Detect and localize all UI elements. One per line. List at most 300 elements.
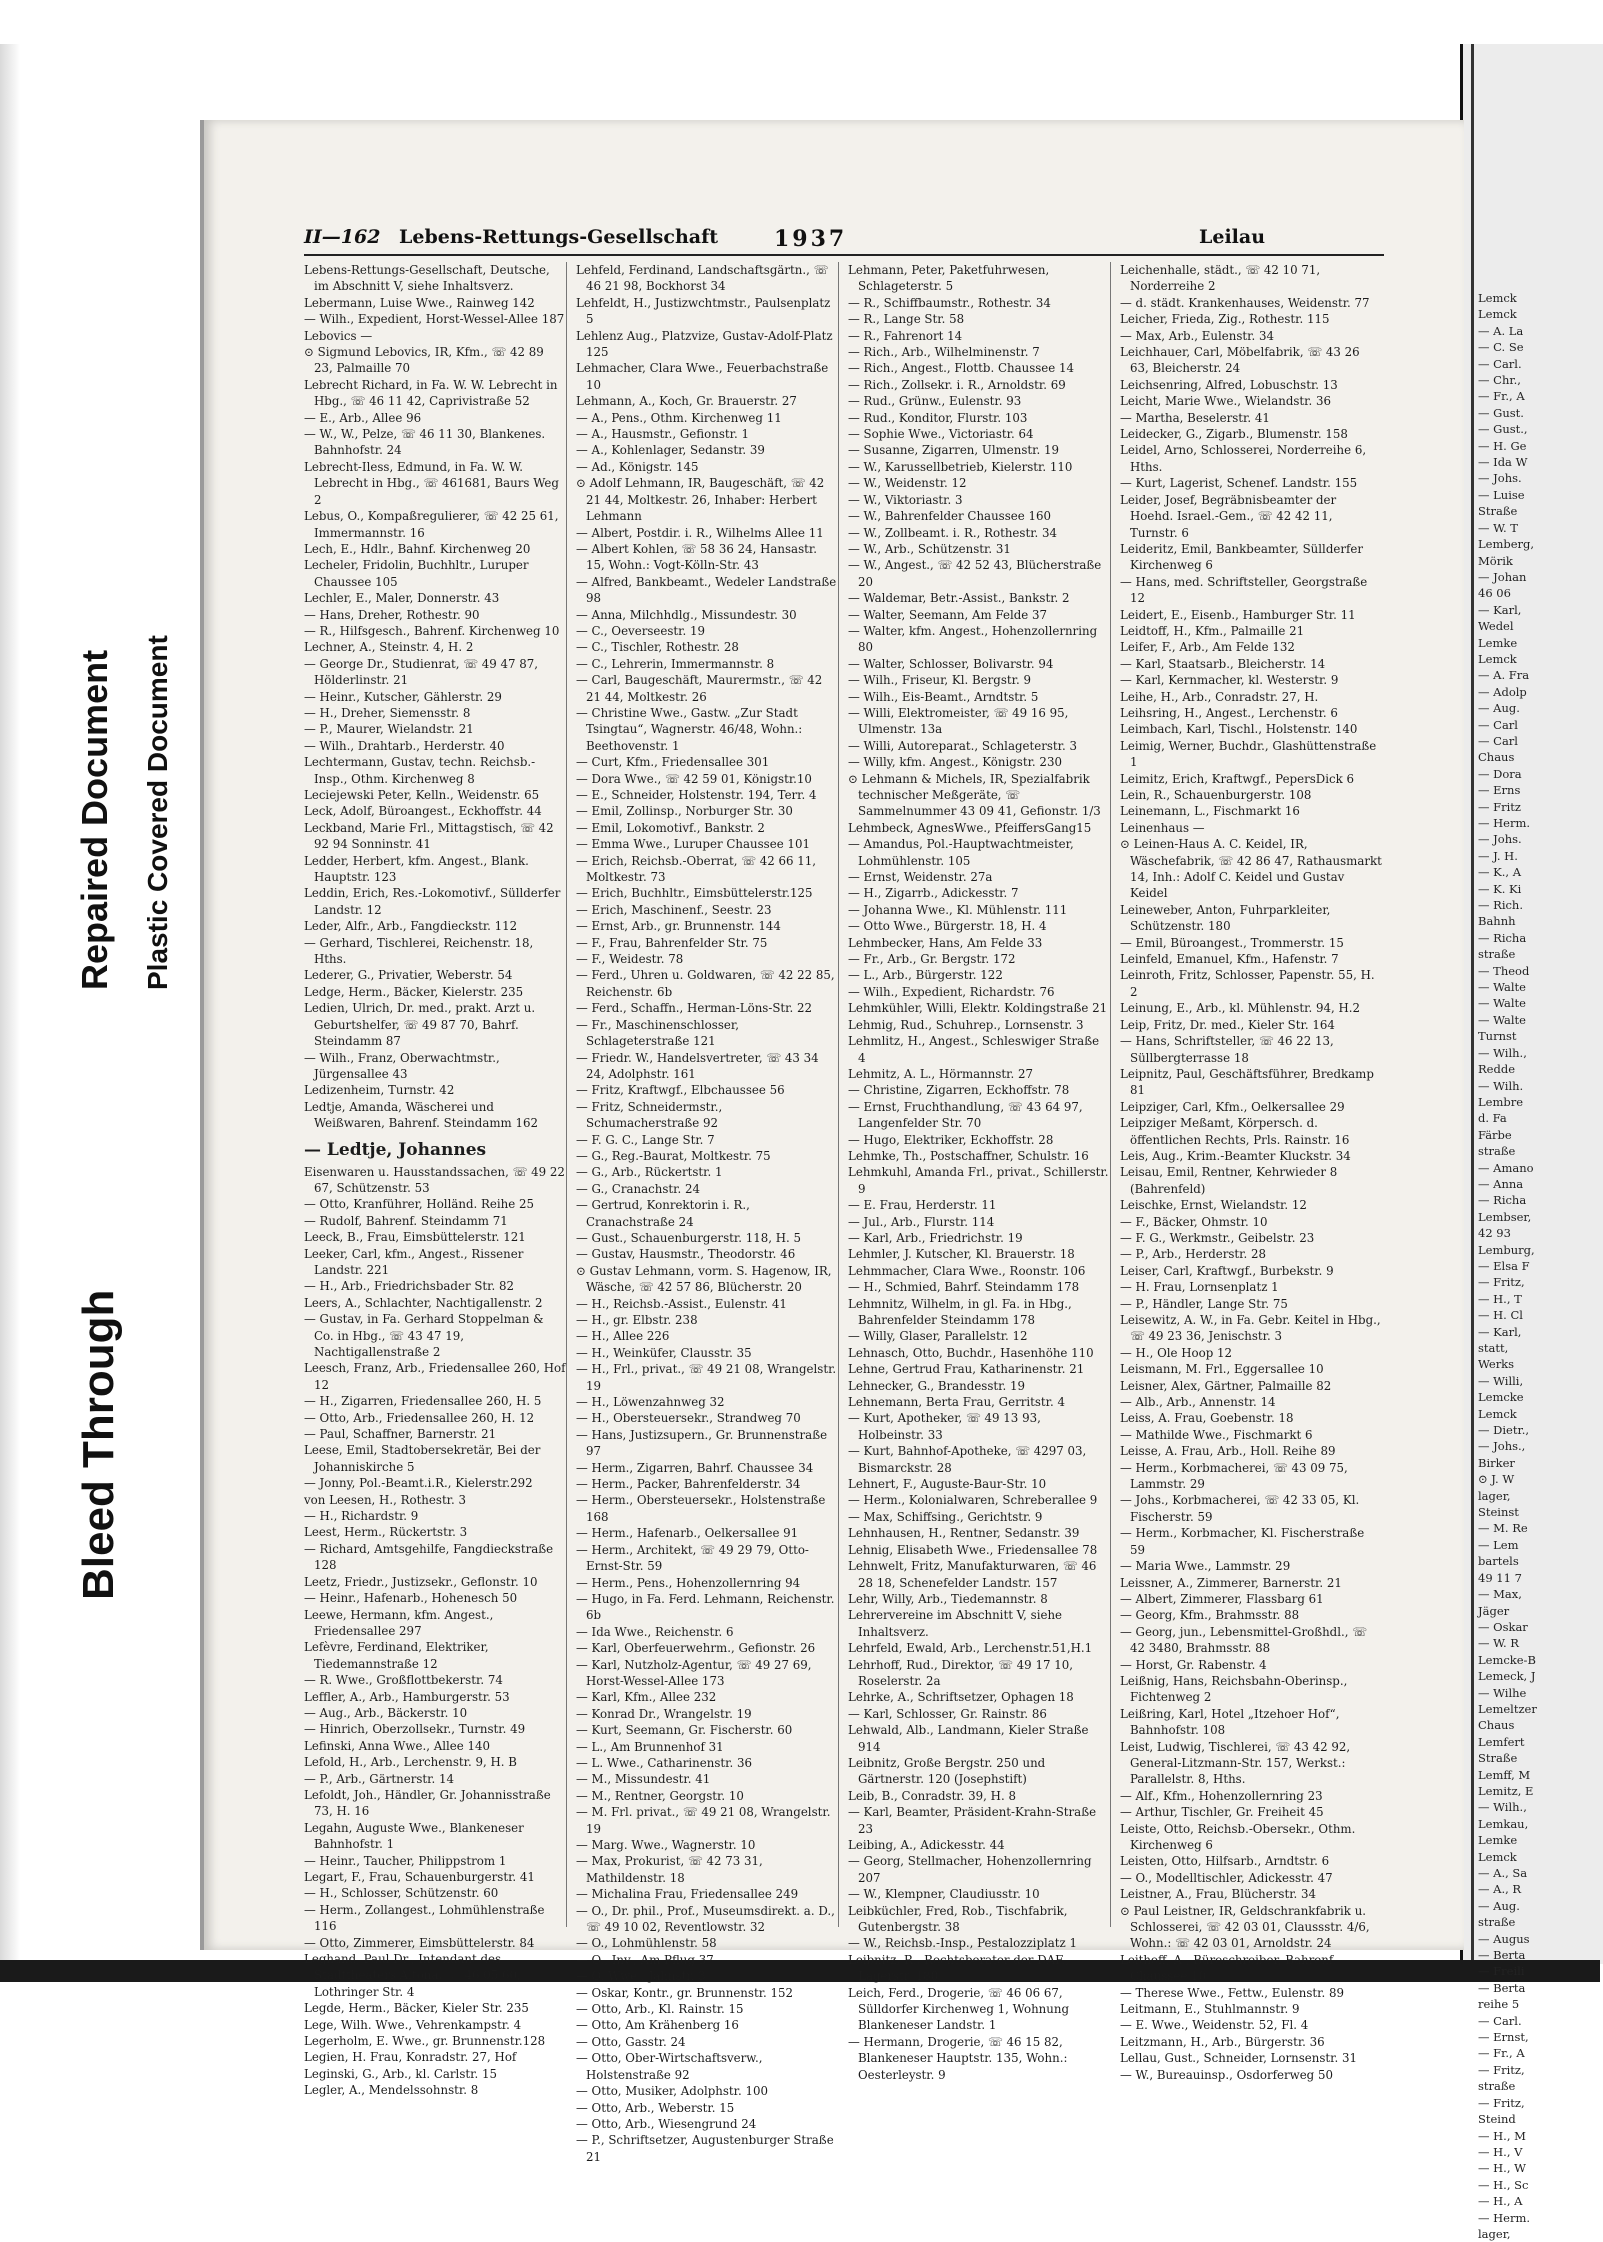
directory-entry: — W., Arb., Schützenstr. 31 [848,541,1011,556]
directory-entry: — W., Reichsb.-Insp., Pestalozziplatz 1 [848,1936,1078,1951]
bleed-line: — Herm. [1478,2210,1531,2225]
directory-entry: Lehmler, J. Kutscher, Kl. Brauerstr. 18 [848,1247,1075,1262]
bleed-line: Lemburg, [1478,1242,1535,1257]
directory-entry: — Susanne, Zigarren, Ulmenstr. 19 [848,443,1060,458]
directory-entry: Lehmmacher, Clara Wwe., Roonstr. 106 [848,1263,1086,1278]
bleed-line: — Rich. [1478,898,1523,913]
directory-entry: — Kurt, Lagerist, Schenef. Landstr. 155 [1120,476,1358,491]
directory-entry: Leich, Ferd., Drogerie, ☏ 46 06 67, Sülldorfer Kirchenweg 1, Wohnung Blankeneser Landstr. 1 [848,1985,1070,2033]
directory-page [200,120,1464,2164]
bleed-line: Chaus [1478,1718,1515,1733]
bleed-line: 46 06 [1478,586,1511,601]
bleed-line: — Anna [1478,1176,1524,1191]
directory-entry: — Herm., Korbmacherei, ☏ 43 09 75, Lammstr. 29 [1120,1460,1348,1492]
directory-entry: Leest, Herm., Rückertstr. 3 [304,1525,468,1540]
directory-entry: Legien, H. Frau, Konradstr. 27, Hof [304,2050,517,2065]
directory-entry: — Friedr. W., Handelsvertreter, ☏ 43 34 24, Adolphstr. 161 [576,1050,819,1081]
directory-entry: — Herm., Obersteuersekr., Holstenstraße 168 [576,1493,826,1524]
directory-entry: Lefèvre, Ferdinand, Elektriker, Tiedemannstraße 12 [304,1640,489,1671]
directory-entry: — Otto, Am Krähenberg 16 [576,2018,739,2033]
directory-entry: Leewe, Hermann, kfm. Angest., Friedensallee 297 [304,1607,494,1638]
directory-entry: — H., Obersteuersekr., Strandweg 70 [576,1411,801,1426]
directory-entry: Leitmann, E., Stuhlmannstr. 9 [1120,2002,1300,2017]
directory-entry: Leder, Alfr., Arb., Fangdieckstr. 112 [304,919,518,934]
directory-entry: Lehrhoff, Rud., Direktor, ☏ 49 17 10, Roselerstr. 2a [848,1657,1073,1688]
directory-entry: — Ad., Königstr. 145 [576,459,699,474]
directory-entry: — Amandus, Pol.-Hauptwachtmeister, Lohmühlenstr. 105 [848,837,1074,868]
directory-entry: Leis, Aug., Krim.-Beamter Kluckstr. 34 [1120,1148,1351,1163]
bleed-line: — Lem [1478,1537,1519,1552]
bleed-line: — Berta [1478,1980,1526,1995]
directory-entry: Lehmig, Rud., Schuhrep., Lornsenstr. 3 [848,1017,1084,1032]
bleed-line: — K. Ki [1478,881,1522,896]
bleed-line: Redde [1478,1062,1515,1077]
directory-entry: Leismann, M. Frl., Eggersallee 10 [1120,1362,1324,1377]
directory-entry: — Mathilde Wwe., Fischmarkt 6 [1120,1427,1313,1442]
directory-entry: Leicht, Marie Wwe., Wielandstr. 36 [1120,394,1332,409]
directory-entry: — R., Fahrenort 14 [848,328,963,343]
directory-entry: — Hugo, Elektriker, Eckhoffstr. 28 [848,1132,1054,1147]
directory-entry: — Otto, Gasstr. 24 [576,2034,686,2049]
directory-entry: — Fr., Maschinenschlosser, Schlageterstraße 121 [576,1017,739,1049]
directory-entry: — A., Hausmstr., Gefionstr. 1 [576,427,749,442]
directory-entry: — Willy, Glaser, Parallelstr. 12 [848,1329,1028,1344]
plastic-covered-label: Plastic Covered Document [142,635,173,990]
directory-entry: — Albert, Postdir. i. R., Wilhelms Allee 11 [576,525,824,540]
directory-entry: Leibküchler, Fred, Rob., Tischfabrik, Gutenbergstr. 38 [848,1903,1068,1935]
directory-entry: — Ernst, Arb., gr. Brunnenstr. 144 [576,919,781,934]
directory-entry: ⊙ Leinen-Haus A. C. Keidel, IR, Wäschefabrik, ☏ 42 86 47, Rathausmarkt 14, Inh.: Adolf C. Keidel und Gustav Keidel [1120,837,1382,901]
directory-entry: — P., Händler, Lange Str. 75 [1120,1296,1288,1311]
directory-entry: — Karl, Oberfeuerwehrm., Gefionstr. 26 [576,1641,816,1656]
bleed-through-label: Bleed Through [74,1289,123,1600]
bleed-line: — H., Sc [1478,2177,1529,2192]
directory-entry: Lehmacher, Clara Wwe., Feuerbachstraße 10 [576,361,829,392]
directory-entry: — O., Modelltischler, Adickesstr. 47 [1120,1870,1333,1885]
directory-entry: Lehnwelt, Fritz, Manufakturwaren, ☏ 46 28 18, Schenefelder Landstr. 157 [848,1559,1097,1590]
directory-entry: — Wilh., Friseur, Kl. Bergstr. 9 [848,673,1032,688]
directory-entry: — P., Maurer, Wielandstr. 21 [304,722,474,737]
directory-entry: Lechner, A., Steinstr. 4, H. 2 [304,640,474,655]
bleed-line: Lemck [1478,307,1517,322]
directory-entry: — Aug., Arb., Bäckerstr. 10 [304,1705,468,1720]
directory-entry: Lefinski, Anna Wwe., Allee 140 [304,1738,491,1753]
directory-entry: Leinung, E., Arb., kl. Mühlenstr. 94, H.2 [1120,1001,1360,1016]
directory-entry: — W., Bureauinsp., Osdorferweg 50 [1120,2067,1334,2082]
bleed-line: — Carl. [1478,356,1522,371]
directory-entry: Leichhauer, Carl, Möbelfabrik, ☏ 43 26 63, Bleicherstr. 24 [1120,345,1360,376]
directory-entry: Leipnitz, Paul, Geschäftsführer, Bredkamp 81 [1120,1066,1374,1098]
bleed-line: — Johs. [1478,832,1522,847]
directory-entry: — Hans, Schriftsteller, ☏ 46 22 13, Süllbergterrasse 18 [1120,1034,1334,1065]
adjacent-page-bleed-column [1460,290,1600,2241]
directory-entry: — Christine Wwe., Gastw. „Zur Stadt Tsingtau“, Wagnerstr. 46/48, Wohn.: Beethovenstr. 1 [576,705,803,753]
directory-entry: Leibnitz, Große Bergstr. 250 und Gärtnerstr. 120 (Josephstift) [848,1755,1046,1787]
bleed-line: Lemkau, [1478,1816,1529,1831]
directory-entry: — Arthur, Tischler, Gr. Freiheit 45 [1120,1805,1324,1820]
directory-column-3 [848,262,1111,2082]
directory-entry: Leeck, B., Frau, Eimsbüttelerstr. 121 [304,1230,526,1245]
bleed-line: straße [1478,947,1516,962]
bleed-line: — Willi, [1478,1373,1524,1388]
directory-entry: — Kurt, Seemann, Gr. Fischerstr. 60 [576,1723,793,1738]
directory-entry: — O., Inv., Am Pflug 37 [576,1952,714,1967]
directory-entry: — C., Lehrerin, Immermannstr. 8 [576,656,775,671]
directory-entry: — P., Schriftsetzer, Augustenburger Straße 21 [576,2133,834,2164]
directory-entry: — H., Löwenzahnweg 32 [576,1395,725,1410]
directory-entry: von Leesen, H., Rothestr. 3 [304,1492,467,1507]
bleed-line: — Fritz [1478,799,1521,814]
directory-entry: — L., Arb., Bürgerstr. 122 [848,968,1003,983]
directory-entry: — H., Ole Hoop 12 [1120,1345,1233,1360]
bleed-line: — Wilhe [1478,1685,1527,1700]
bleed-line: — W. R [1478,1636,1519,1651]
directory-entry: — H., Dreher, Siemensstr. 8 [304,705,471,720]
bleed-line: Steind [1478,2112,1516,2127]
bleed-line: Lemke [1478,635,1518,650]
directory-entry: — Max, Arb., Eulenstr. 34 [1120,328,1274,343]
directory-entry: — W., Karussellbetrieb, Kielerstr. 110 [848,459,1073,474]
directory-entry: — Otto, Arb., Weberstr. 15 [576,2100,735,2115]
directory-entry: — F. G. C., Lange Str. 7 [576,1132,715,1147]
directory-entry: Lehnecker, G., Brandesstr. 19 [848,1378,1025,1393]
bleed-line: — Fr., A [1478,2046,1525,2061]
directory-entry: Leinenhaus — [1120,820,1205,835]
directory-entry: — W., Klempner, Claudiusstr. 10 [848,1887,1040,1902]
bleed-line: — Max, [1478,1587,1522,1602]
directory-entry: — W., Weidenstr. 12 [848,476,967,491]
bleed-line: — Walte [1478,980,1526,995]
directory-entry: — E. Frau, Herderstr. 11 [848,1198,997,1213]
directory-entry: Ledien, Ulrich, Dr. med., prakt. Arzt u. Geburtshelfer, ☏ 49 87 70, Bahrf. Steindamm 87 [304,1001,536,1049]
bleed-line: Jäger [1478,1603,1510,1618]
directory-entry: Leiste, Otto, Reichsb.-Obersekr., Othm. Kirchenweg 6 [1120,1821,1356,1852]
directory-entry: — Gerhard, Tischlerei, Reichenstr. 18, Hths. [304,935,534,967]
directory-entry: — Maria Wwe., Lammstr. 29 [1120,1559,1291,1574]
directory-entry: — Hermann, Drogerie, ☏ 46 15 82, Blankeneser Hauptstr. 135, Wohn.: Oesterleystr. 9 [848,2034,1068,2082]
directory-entry: — Rudolf, Bahrenf. Steindamm 71 [304,1213,508,1228]
directory-entry: — Karl, Kfm., Allee 232 [576,1690,717,1705]
directory-entry: — Anna, Milchhdlg., Missundestr. 30 [576,607,797,622]
directory-entry: Lehmbeck, AgnesWwe., PfeiffersGang15 [848,820,1092,835]
directory-entry: — Georg, jun., Lebensmittel-Großhdl., ☏ 42 3480, Brahmsstr. 88 [1120,1624,1367,1656]
directory-entry: — Dora Wwe., ☏ 42 59 01, Königstr.10 [576,771,812,786]
directory-entry: Lein, R., Schauenburgerstr. 108 [1120,788,1312,802]
bleed-line: — H. Ge [1478,438,1527,453]
directory-entry: — Alb., Arb., Annenstr. 14 [1120,1395,1276,1410]
bleed-line: 42 93 [1478,1226,1511,1241]
directory-entry: — R., Schiffbaumstr., Rothestr. 34 [848,295,1051,310]
directory-entry: Leimitz, Erich, Kraftwgf., PepersDick 6 [1120,771,1355,786]
directory-entry: Legerholm, E. Wwe., gr. Brunnenstr.128 [304,2034,546,2049]
directory-entry: — Rud., Grünw., Eulenstr. 93 [848,394,1022,409]
directory-entry: Lehrke, A., Schriftsetzer, Ophagen 18 [848,1690,1074,1705]
directory-entry: — Fritz, Schneidermstr., Schumacherstraße 92 [576,1099,723,1131]
directory-entry: Leffler, A., Arb., Hamburgerstr. 53 [304,1689,510,1704]
bleed-line: — H., W [1478,2161,1526,2176]
directory-entry: Lehne, Gertrud Frau, Katharinenstr. 21 [848,1362,1085,1377]
directory-entry: — Karl, Arb., Friedrichstr. 19 [848,1230,1023,1245]
directory-entry: Leibnitz, R., Rechtsberater der DAF., Lagerstr. 180 [848,1952,1070,1984]
directory-entry: — Otto Wwe., Bürgerstr. 18, H. 4 [848,919,1047,934]
directory-entry: — Rich., Angest., Flottb. Chaussee 14 [848,361,1075,376]
directory-entry: — H., Zigarrb., Adickesstr. 7 [848,886,1019,901]
bleed-line: Lemfert [1478,1734,1525,1749]
directory-entry: — Emil, Büroangest., Trommerstr. 15 [1120,935,1344,950]
directory-entry: ⊙ Lehmann & Michels, IR, Spezialfabrik technischer Meßgeräte, ☏ Sammelnummer 43 09 41, Gefionstr. 1/3 [848,771,1101,819]
bleed-line: — Chr., [1478,373,1521,388]
directory-entry: — H., Weinküfer, Clausstr. 35 [576,1345,752,1360]
directory-entry: — Martha, Beselerstr. 41 [1120,410,1270,425]
directory-entry: — Hans, Dreher, Rothestr. 90 [304,607,480,622]
bleed-line: — Fritz, [1478,2062,1525,2077]
bleed-line: straße [1478,1144,1516,1159]
bleed-line: Lemeck, J [1478,1669,1536,1684]
directory-entry: — W., Angest., ☏ 42 52 43, Blücherstraße 20 [848,558,1102,589]
directory-entry: — Richard, Amtsgehilfe, Fangdieckstraße 128 [304,1541,554,1573]
directory-entry: — Fr., Arb., Gr. Bergstr. 172 [848,952,1016,967]
directory-entry: Leers, A., Schlachter, Nachtigallenstr. 2 [304,1295,543,1310]
directory-entry: — Georg, Stellmacher, Hohenzollernring 207 [848,1854,1092,1885]
directory-entry: Leithoff, A., Büroschreiber, Bahrenf. Chaussee 10 [1120,1952,1337,1984]
directory-entry: — Karl, Beamter, Präsident-Krahn-Straße 23 [848,1805,1097,1836]
directory-entry: — Walter, Schlosser, Bolivarstr. 94 [848,656,1054,671]
bleed-line: — Johan [1478,569,1527,584]
directory-entry: — O., Dr. phil., Prof., Museumsdirekt. a. D., ☏ 49 10 02, Reventlowstr. 32 [576,1903,835,1935]
directory-entry: — F. G., Werkmstr., Geibelstr. 23 [1120,1230,1315,1245]
directory-entry: — Herm., Packer, Bahrenfelderstr. 34 [576,1477,801,1492]
directory-entry: — W., W., Pelze, ☏ 46 11 30, Blankenes. Bahnhofstr. 24 [304,427,546,458]
directory-entry: Leideritz, Emil, Bankbeamter, Süllderfer Kirchenweg 6 [1120,541,1363,573]
directory-entry: — Wilh., Franz, Oberwachtmstr., Jürgensallee 43 [304,1050,500,1081]
directory-entry: — Herm., Kolonialwaren, Schreberallee 9 [848,1493,1098,1508]
directory-entry: Lege, Wilh. Wwe., Vehrenkampstr. 4 [304,2017,522,2032]
directory-entry: — Wilh., Eis-Beamt., Arndtstr. 5 [848,689,1039,704]
directory-entry: Leiss, A. Frau, Goebenstr. 18 [1120,1411,1294,1426]
running-header [304,220,1384,256]
directory-entry: — L. Wwe., Catharinenstr. 36 [576,1755,753,1770]
directory-entry: — W., Bahrenfelder Chaussee 160 [848,509,1052,524]
directory-entry: Leesch, Franz, Arb., Friedensallee 260, Hof 12 [304,1361,566,1392]
bleed-line: Chaus [1478,750,1515,765]
directory-entry: Leisau, Emil, Rentner, Kehrwieder 8 (Bahrenfeld) [1120,1165,1338,1196]
bleed-line: Steinst [1478,1505,1519,1520]
directory-entry: — Walter, Seemann, Am Felde 37 [848,607,1048,622]
directory-entry: — Herm., Architekt, ☏ 49 29 79, Otto-Ernst-Str. 59 [576,1542,809,1574]
bleed-line: — Wilh. [1478,1078,1524,1093]
directory-entry: — H., Zigarren, Friedensallee 260, H. 5 [304,1394,542,1409]
directory-entry: Leineweber, Anton, Fuhrparkleiter, Schützenstr. 180 [1120,902,1331,934]
bleed-line: — Dora [1478,766,1522,781]
directory-entry: — H., Schmied, Bahrf. Steindamm 178 [848,1280,1080,1295]
bleed-line: — Ida W [1478,455,1528,470]
bleed-line: — Gust. [1478,405,1524,420]
directory-entry: — Ferd., Schaffn., Herman-Löns-Str. 22 [576,1001,813,1016]
directory-entry: Leeker, Carl, kfm., Angest., Rissener Landstr. 221 [304,1246,524,1277]
directory-entry: — Wilh., Expedient, Horst-Wessel-Allee 187 [304,312,565,327]
bleed-line: straße [1478,2079,1516,2094]
directory-entry: Lehmnitz, Wilhelm, in gl. Fa. in Hbg., Bahrenfelder Steindamm 178 [848,1296,1072,1327]
directory-entry: Leinfeld, Emanuel, Kfm., Hafenstr. 7 [1120,952,1339,967]
directory-entry: — E., Arb., Allee 96 [304,410,422,425]
directory-entry: Leip, Fritz, Dr. med., Kieler Str. 164 [1120,1017,1335,1032]
bleed-line: — Amano [1478,1160,1534,1175]
directory-entry: — Otto, Arb., Friedensallee 260, H. 12 [304,1410,535,1425]
directory-entry: — Kurt, Bahnhof-Apotheke, ☏ 4297 03, Bismarckstr. 28 [848,1444,1087,1475]
directory-entry: — M., Rentner, Georgstr. 10 [576,1788,744,1803]
directory-entry: Legde, Herm., Bäcker, Kieler Str. 235 [304,2001,529,2016]
directory-entry: — Michalina Frau, Friedensallee 249 [576,1887,799,1902]
bleed-line: — A. La [1478,323,1524,338]
directory-entry: Leib, B., Conradstr. 39, H. 8 [848,1788,1016,1803]
directory-entry: Lehfeldt, H., Justizwchtmstr., Paulsenplatz 5 [576,295,831,327]
bleed-line: — Herm. [1478,816,1531,830]
directory-entry: — Willi, Autoreparat., Schlageterstr. 3 [848,738,1078,753]
directory-entry: Leidecker, G., Zigarb., Blumenstr. 158 [1120,427,1348,442]
bleed-line: Lemitz, E [1478,1783,1534,1798]
directory-column-4 [1120,262,1382,2082]
directory-entry: Leck, Adolf, Büroangest., Eckhoffstr. 44 [304,804,542,819]
directory-entry: — H., Richardstr. 9 [304,1509,419,1524]
directory-entry: Lebrecht Richard, in Fa. W. W. Lebrecht in Hbg., ☏ 46 11 42, Caprivistraße 52 [304,377,558,409]
directory-entry: — Willy, kfm. Angest., Königstr. 230 [848,755,1062,770]
bleed-line: Lemck [1478,1849,1517,1864]
bleed-line: — Carl [1478,717,1518,732]
directory-entry: — Oskar, Kontr., gr. Brunnenstr. 152 [576,1985,794,2000]
directory-entry: ⊙ Adolf Lehmann, IR, Baugeschäft, ☏ 42 21 44, Moltkestr. 26, Inhaber: Herbert Lehmann [576,476,825,524]
directory-entry: — Max, Prokurist, ☏ 42 73 31, Mathildenstr. 18 [576,1854,763,1885]
directory-entry: — O. Wwe., Jahnstr. 3 [576,1969,706,1984]
directory-entry: Lebus, O., Kompaßregulierer, ☏ 42 25 61, Immermannstr. 16 [304,509,559,540]
directory-entry: — G., Cranachstr. 24 [576,1181,700,1196]
directory-entry: — Hugo, in Fa. Ferd. Lehmann, Reichenstr. 6b [576,1591,835,1623]
directory-entry: — Hans, Justizsupern., Gr. Brunnenstraße 97 [576,1427,828,1459]
bleed-line: — Ernst, [1478,2030,1529,2045]
bleed-line: — H. Cl [1478,1308,1523,1323]
bleed-line: — Aug. [1478,701,1520,716]
bleed-line: — Fritz, [1478,2095,1525,2110]
directory-entry: ⊙ Gustav Lehmann, vorm. S. Hagenow, IR, Wäsche, ☏ 42 57 86, Blücherstr. 20 [576,1263,832,1295]
directory-entry: — Rich., Arb., Wilhelminenstr. 7 [848,345,1040,360]
bleed-line: — Gust., [1478,422,1528,437]
bleed-line: Mörik [1478,553,1513,568]
bleed-line: — H., A [1478,2194,1523,2209]
directory-entry: Ledtje, Amanda, Wäscherei und Weißwaren, Bahrenf. Steindamm 162 [304,1099,539,1131]
directory-entry: Leichsenring, Alfred, Lobuschstr. 13 [1120,377,1338,392]
bleed-line: — J. H. [1478,848,1518,863]
bleed-line: Lemcke-B [1478,1652,1536,1667]
bleed-line: 49 11 7 [1478,1570,1522,1585]
directory-entry: Lehnig, Elisabeth Wwe., Friedensallee 78 [848,1542,1098,1557]
bleed-line: — Johs., [1478,1439,1526,1454]
directory-entry: — Walter, kfm. Angest., Hohenzollernring 80 [848,623,1098,655]
directory-entry: Leinroth, Fritz, Schlosser, Papenstr. 55, H. 2 [1120,968,1375,999]
directory-entry: — R., Hilfsgesch., Bahrenf. Kirchenweg 10 [304,623,560,638]
bleed-line: bartels [1478,1554,1519,1569]
directory-entry: Leiser, Carl, Kraftwgf., Burbekstr. 9 [1120,1263,1334,1278]
bleed-line: Lemck [1478,651,1517,666]
directory-entry: — H., Allee 226 [576,1329,670,1344]
bleed-line: — Erns [1478,783,1521,798]
bleed-line: Färbe [1478,1127,1512,1142]
bleed-line: Lembre [1478,1094,1524,1109]
bleed-line: Lemeltzer [1478,1701,1537,1716]
directory-entry: — Waldemar, Betr.-Assist., Bankstr. 2 [848,591,1070,606]
directory-entry: — A., Kohlenlager, Sedanstr. 39 [576,443,765,458]
directory-entry: Lehr, Willy, Arb., Tiedemannstr. 8 [848,1591,1048,1606]
directory-entry: — Ernst, Fruchthandlung, ☏ 43 64 97, Langenfelder Str. 70 [848,1099,1083,1131]
bleed-line: Lemke [1478,1833,1518,1848]
directory-entry: Lehrfeld, Ewald, Arb., Lerchenstr.51,H.1 [848,1641,1093,1656]
header-first-entry: Lebens-Rettungs-Gesellschaft [399,226,719,248]
directory-entry: — Heinr., Taucher, Philippstrom 1 [304,1853,507,1868]
directory-entry: — H., Schlosser, Schützenstr. 60 [304,1886,499,1901]
directory-column-1 [304,262,567,2098]
directory-entry: — Herm., Pens., Hohenzollernring 94 [576,1575,801,1590]
directory-entry: — W., Viktoriastr. 3 [848,492,963,507]
bleed-line: — A. Fra [1478,668,1530,683]
directory-entry: — C., Tischler, Rothestr. 28 [576,640,739,655]
directory-entry: Legart, F., Frau, Schauenburgerstr. 41 [304,1870,535,1884]
bleed-line: — Dietr., [1478,1423,1530,1438]
directory-entry: Lecheler, Fridolin, Buchhltr., Luruper Chaussee 105 [304,558,529,589]
directory-entry: Leihe, H., Arb., Conradstr. 27, H. [1120,689,1319,704]
directory-entry: — Otto, Ober-Wirtschaftsverw., Holstenstraße 92 [576,2051,763,2082]
directory-entry: — Herm., Hafenarb., Oelkersallee 91 [576,1526,799,1541]
bleed-line: — H., T [1478,1291,1522,1306]
directory-entry: Lehnasch, Otto, Buchdr., Hasenhöhe 110 [848,1345,1094,1360]
bleed-line: — Richa [1478,930,1527,945]
directory-entry: — H., gr. Elbstr. 238 [576,1313,698,1327]
directory-entry: — Johs., Korbmacherei, ☏ 42 33 05, Kl. Fischerstr. 59 [1120,1493,1360,1524]
bleed-line: — H., V [1478,2144,1523,2159]
bleed-line: — Oskar [1478,1619,1528,1634]
directory-entry: Leider, Josef, Begräbnisbeamter der Hoehd. Israel.-Gem., ☏ 42 42 11, Turnstr. 6 [1120,492,1337,540]
bleed-line: — Richa [1478,1193,1527,1208]
directory-entry: Leist, Ludwig, Tischlerei, ☏ 43 42 92, General-Litzmann-Str. 157, Werkst.: Parallelstr. 8, Hths. [1120,1739,1351,1787]
directory-entry: Leisse, A. Frau, Arb., Holl. Reihe 89 [1120,1444,1336,1459]
directory-entry: Leimig, Werner, Buchdr., Glashüttenstraße 1 [1120,738,1377,770]
directory-entry: Leitzmann, H., Arb., Bürgerstr. 36 [1120,2034,1325,2049]
directory-entry: Leghand, Paul Dr., Intendant des Stadttheaters Altona, ☏ 46 05 60, Lothringer Str. 4 [304,1952,521,1999]
directory-entry: — W., Zollbeamt. i. R., Rothestr. 34 [848,525,1058,540]
directory-entry: — Karl, Staatsarb., Bleicherstr. 14 [1120,656,1326,671]
bleed-line: reihe 5 [1478,1997,1520,2012]
bleed-line: — Carl [1478,733,1518,748]
directory-entry: Leißring, Karl, Hotel „Itzehoer Hof“, Bahnhofstr. 108 [1120,1706,1340,1738]
directory-entry: — Christine, Zigarren, Eckhoffstr. 78 [848,1083,1070,1098]
directory-entry: Leginski, G., Arb., kl. Carlstr. 15 [304,2066,497,2081]
directory-entry: — Otto, Musiker, Adolphstr. 100 [576,2084,769,2099]
directory-entry: Lehmann, A., Koch, Gr. Brauerstr. 27 [576,394,797,409]
directory-entry: Leipziger, Carl, Kfm., Oelkersallee 29 [1120,1099,1345,1114]
directory-entry: Lehnert, F., Auguste-Baur-Str. 10 [848,1477,1047,1492]
directory-entry: Lehfeld, Ferdinand, Landschaftsgärtn., ☏ 46 21 98, Bockhorst 34 [576,263,829,294]
bleed-line: Turnst [1478,1029,1517,1044]
directory-entry: — Wilh., Expedient, Richardstr. 76 [848,984,1055,999]
directory-entry: — Herm., Zollangest., Lohmühlenstraße 116 [304,1902,545,1934]
directory-entry: — Otto, Kranführer, Holländ. Reihe 25 [304,1197,535,1212]
directory-entry: — Herm., Korbmacher, Kl. Fischerstraße 59 [1120,1526,1365,1557]
page-number: II—162 [304,226,381,248]
bleed-line: — M. Re [1478,1521,1528,1536]
bleed-line: Lemcke [1478,1390,1524,1405]
directory-entry: Lechler, E., Maler, Donnerstr. 43 [304,591,500,606]
directory-entry: Lebrecht-Iless, Edmund, in Fa. W. W. Lebrecht in Hbg., ☏ 461681, Baurs Weg 2 [304,459,559,507]
directory-entry: Leihsring, H., Angest., Lerchenstr. 6 [1120,705,1338,720]
directory-entry: — G., Arb., Rückertstr. 1 [576,1165,723,1180]
directory-entry: Leissner, A., Zimmerer, Barnerstr. 21 [1120,1575,1342,1590]
